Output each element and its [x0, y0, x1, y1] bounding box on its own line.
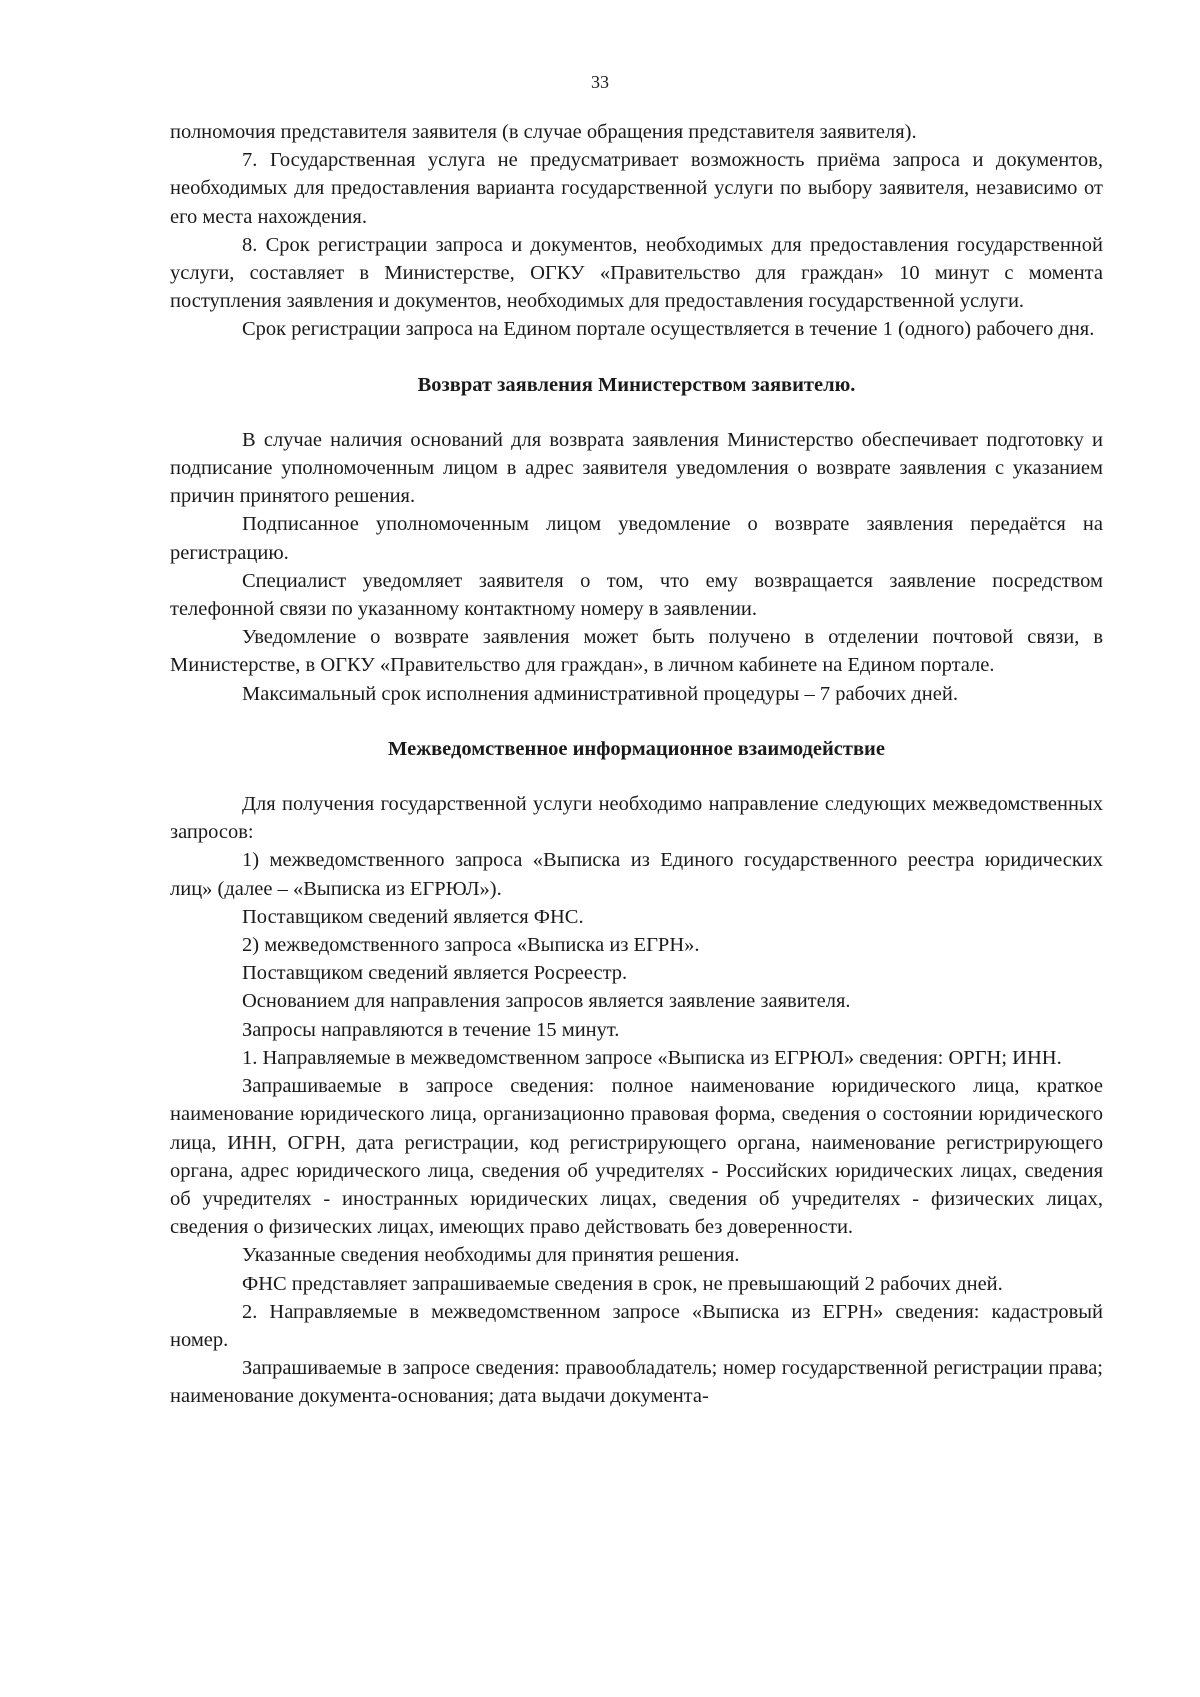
paragraph-requests-intro: Для получения государственной услуги необходимо направление следующих межведомственных запросов: [170, 793, 1103, 844]
paragraph-item-8: 8. Срок регистрации запроса и документов, необходимых для предоставления государственной услуги, составляет в Министерстве, ОГКУ «Правительство для граждан» 10 минут с момента поступления заявления и документов, необходимых для предоставления государственной услуги. [170, 233, 1103, 313]
paragraph-signed-notice: Подписанное уполномоченным лицом уведомление о возврате заявления передаётся на регистрацию. [170, 513, 1103, 564]
paragraph-fns-term: ФНС представляет запрашиваемые сведения в срок, не превышающий 2 рабочих дней. [242, 1272, 1003, 1295]
paragraph-request-egrul: 1) межведомственного запроса «Выписка из Единого государственного реестра юридических лиц» (далее – «Выписка из ЕГРЮЛ»). [170, 849, 1103, 900]
paragraph-provider-fns: Поставщиком сведений является ФНС. [242, 905, 584, 928]
paragraph-representative-authority: полномочия представителя заявителя (в случае обращения представителя заявителя). [170, 121, 917, 143]
spacer [170, 763, 1103, 790]
paragraph-specialist-notifies: Специалист уведомляет заявителя о том, что ему возвращается заявление посредством телефонной связи по указанному контактному номеру в заявлении. [170, 569, 1103, 621]
paragraph-egrul-sent-data: 1. Направляемые в межведомственном запросе «Выписка из ЕГРЮЛ» сведения: ОРГН; ИНН. [242, 1046, 1062, 1069]
spacer [170, 344, 1103, 371]
paragraph-request-egrn: 2) межведомственного запроса «Выписка из ЕГРН». [242, 934, 700, 957]
section-heading-return: Возврат заявления Министерством заявителю. [417, 373, 856, 396]
paragraph-request-basis: Основанием для направления запросов является заявление заявителя. [242, 990, 851, 1013]
page-number: 33 [591, 72, 609, 92]
spacer [170, 708, 1103, 735]
paragraph-max-term: Максимальный срок исполнения административной процедуры – 7 рабочих дней. [242, 682, 958, 705]
paragraph-notice-delivery: Уведомление о возврате заявления может быть получено в отделении почтовой связи, в Министерстве, в ОГКУ «Правительство для граждан», в личном кабинете на Едином портале. [170, 626, 1103, 677]
paragraph-portal-registration: Срок регистрации запроса на Едином портале осуществляется в течение 1 (одного) рабочего дня. [242, 318, 1095, 341]
paragraph-egrn-sent-data: 2. Направляемые в межведомственном запросе «Выписка из ЕГРН» сведения: кадастровый номер. [170, 1300, 1103, 1351]
section-heading-interagency: Межведомственное информационное взаимодействие [388, 737, 885, 760]
paragraph-return-grounds: В случае наличия оснований для возврата заявления Министерство обеспечивает подготовку и подписание уполномоченным лицом в адрес заявителя уведомления о возврате заявления с указанием причин принятого решения. [170, 428, 1103, 508]
paragraph-request-time: Запросы направляются в течение 15 минут. [242, 1018, 620, 1041]
paragraph-item-7: 7. Государственная услуга не предусматривает возможность приёма запроса и документов, необходимых для предоставления варианта государственной услуги по выбору заявителя, независимо от его места нахождения. [170, 149, 1103, 228]
paragraph-provider-rosreestr: Поставщиком сведений является Росреестр. [242, 962, 628, 985]
paragraph-data-needed: Указанные сведения необходимы для принятия решения. [242, 1244, 740, 1267]
paragraph-egrul-requested-data: Запрашиваемые в запросе сведения: полное наименование юридического лица, краткое наименование юридического лица, организационно правовая форма, сведения о состоянии юридического лица, ИНН, ОГРН, дата регистрации, код регистрирующего органа, наименование регистрирующего органа, адрес юридического лица, сведения об учредителях - Российских юридических лицах, сведения об учредителях - иностранных юридических лицах, сведения об учредителях - физических лицах, сведения о физических лицах, имеющих право действовать без доверенности. [170, 1075, 1103, 1239]
spacer [170, 399, 1103, 426]
document-body [170, 118, 1103, 1411]
paragraph-egrn-requested-data: Запрашиваемые в запросе сведения: правообладатель; номер государственной регистрации права; наименование документа-основания; дата выдачи документа- [170, 1357, 1103, 1408]
